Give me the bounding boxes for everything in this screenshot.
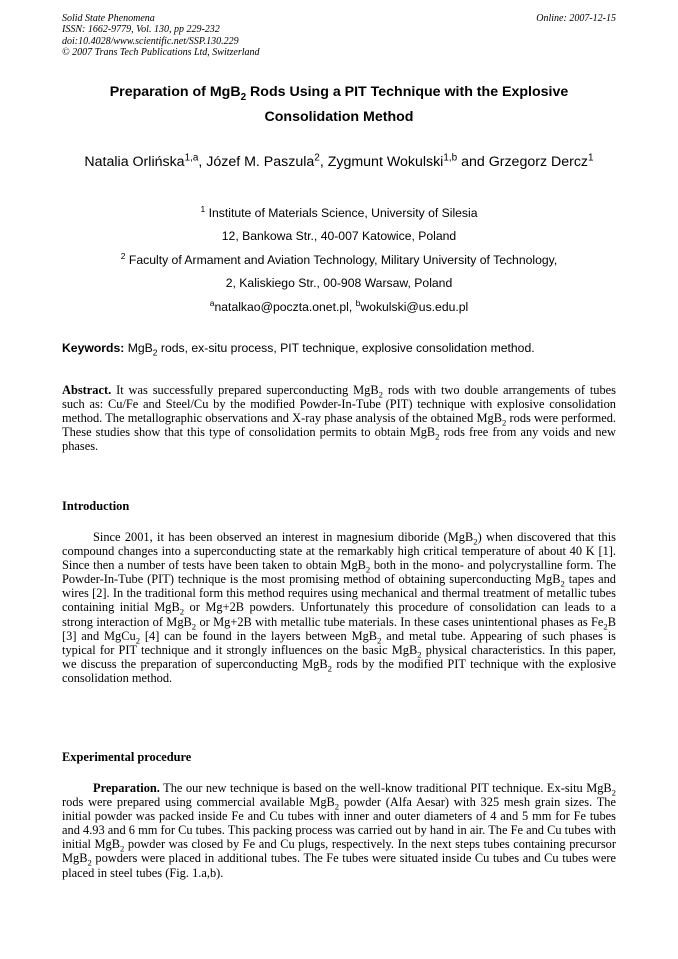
author-name: , Zygmunt Wokulski <box>319 154 444 170</box>
abstract-text: It was successfully prepared superconducting MgB <box>111 383 379 397</box>
affiliation-2-address: 2, Kaliskiego Str., 00-908 Warsaw, Poland <box>225 276 453 291</box>
subscript: 2 <box>603 621 608 632</box>
subscript: 2 <box>119 843 125 854</box>
paragraph-text: ) when discovered that this compound changes into a superconducting state at the remarkably high critical temperature of about 40 K [1]. Since then a number of tests have been taken to obtain MgB <box>62 530 616 573</box>
paragraph-text: physical characteristics. In this paper, we discuss the preparation of superconducting MgB <box>62 642 616 671</box>
affiliation-1-address: 12, Bankowa Str., 40-007 Katowice, Poland <box>221 229 457 244</box>
journal-name: Solid State Phenomena <box>62 13 155 24</box>
affiliation-2-name <box>62 249 616 272</box>
keywords-label: Keywords: <box>62 341 125 355</box>
email-mark: b <box>355 297 361 308</box>
abstract-text: rods free from any voids and new phases. <box>62 425 616 454</box>
author-name: Natalia Orlińska <box>84 154 185 170</box>
paragraph-text: or Mg+2B with metallic tube materials. In these cases unintentional phases as Fe <box>196 614 604 629</box>
paragraph-text: tapes and wires [2]. In the traditional form this method requires using mechanical and thermal treatment of metallic tubes containing initial MgB <box>62 572 616 615</box>
author-name: and Grzegorz Dercz <box>457 154 589 170</box>
paragraph-text: powders were placed in additional tubes. The Fe tubes were situated inside Cu tubes and Cu tubes were placed in steel tubes (Fig. 1.a,b). <box>62 851 616 880</box>
author-affiliation-mark: 1 <box>588 152 594 164</box>
subscript: 2 <box>473 536 478 547</box>
copyright-line: © 2007 Trans Tech Publications Ltd, Switzerland <box>62 46 260 58</box>
paragraph-text: B [3] and MgCu <box>62 614 616 643</box>
paragraph-text: Since 2001, it has been observed an interest in magnesium diboride (MgB <box>93 530 474 544</box>
experimental-heading: Experimental procedure <box>62 750 192 764</box>
affiliations <box>62 202 616 319</box>
subscript: 2 <box>179 606 185 617</box>
affiliation-1-name <box>62 202 616 225</box>
subscript: 2 <box>135 635 141 646</box>
title-text-rest: Rods Using a PIT Technique with the Explosive Consolidation Method <box>246 84 569 125</box>
email-line <box>62 296 616 319</box>
subscript: 2 <box>365 564 371 575</box>
subscript: 2 <box>334 801 340 812</box>
keywords <box>62 340 616 356</box>
affiliation-mark: 2 <box>120 250 126 261</box>
abstract <box>62 383 616 453</box>
paragraph-text: rods were prepared using commercial available MgB <box>62 795 335 810</box>
subscript: 2 <box>611 787 616 798</box>
subscript: 2 <box>378 389 383 400</box>
preparation-label: Preparation. <box>93 781 160 795</box>
introduction-heading: Introduction <box>62 499 130 513</box>
subscript: 2 <box>417 649 422 660</box>
introduction-body <box>62 530 616 685</box>
subscript: 2 <box>152 347 158 358</box>
subscript: 2 <box>501 417 507 428</box>
author-affiliation-mark: 1,b <box>443 152 458 164</box>
abstract-label: Abstract. <box>62 383 112 397</box>
keywords-text: MgB <box>124 341 153 355</box>
paper-title <box>62 80 616 130</box>
paragraph-text: [4] can be found in the layers between MgB <box>140 628 378 643</box>
paragraph-text: powder was closed by Fe and Cu plugs, respectively. In the next steps tubes containing precursor MgB <box>62 837 616 866</box>
issn-line: ISSN: 1662-9779, Vol. 130, pp 229-232 <box>62 24 220 36</box>
abstract-text: rods were performed. These studies show that this type of consolidation permits to obtain MgB <box>62 411 617 440</box>
email-mark: a <box>209 297 215 308</box>
subscript: 2 <box>327 663 332 674</box>
paragraph-text: powder (Alfa Aesar) with 325 mesh grain sizes. The initial powder was packed inside Fe and Cu tubes with inner and outer diameters of 4 and 5 mm for Fe tubes and 4.93 and 6 mm for Cu tubes. This packing process was carried out by hand in air. The Fe and Cu tubes with initial MgB <box>62 795 616 852</box>
keywords-text: rods, ex-situ process, PIT technique, explosive consolidation method. <box>157 341 535 355</box>
paragraph-text: and metal tube. Appearing of such phases is typical for PIT technique and it strongly influences on the basic MgB <box>62 628 616 657</box>
email-address: natalkao@poczta.onet.pl, <box>214 299 356 314</box>
paragraph-text: both in the mono- and polycrystalline form. The Powder-In-Tube (PIT) technique is the most promising method of obtaining superconducting MgB <box>62 558 616 587</box>
subscript: 2 <box>87 857 92 868</box>
affiliation-text: Faculty of Armament and Aviation Technology, Military University of Technology, <box>125 252 558 267</box>
subscript: 2 <box>191 621 197 632</box>
online-date: Online: 2007-12-15 <box>536 13 616 24</box>
author-list <box>62 150 616 175</box>
page-header <box>62 13 616 58</box>
title-subscript: 2 <box>240 91 247 103</box>
subscript: 2 <box>377 635 382 646</box>
paragraph-text: or Mg+2B powders. Unfortunately this procedure of consolidation can leads to a strong interaction of MgB <box>62 600 616 629</box>
title-text: Preparation of MgB <box>109 84 241 100</box>
author-name: , Józef M. Paszula <box>198 154 315 170</box>
email-address: wokulski@us.edu.pl <box>360 299 469 314</box>
affiliation-text: Institute of Materials Science, University of Silesia <box>205 206 478 220</box>
subscript: 2 <box>435 431 440 442</box>
subscript: 2 <box>560 578 565 589</box>
author-affiliation-mark: 1,a <box>184 152 199 164</box>
paragraph-text: The our new technique is based on the well-know traditional PIT technique. Ex-situ MgB <box>159 781 612 795</box>
affiliation-mark: 1 <box>200 203 206 214</box>
experimental-body <box>62 781 616 880</box>
paragraph-text: rods by the modified PIT technique with the explosive consolidation method. <box>62 656 616 685</box>
abstract-text: rods with two double arrangements of tubes such as: Cu/Fe and Steel/Cu by the modified Powder-In-Tube (PIT) technique with explosive consolidation method. The metallographic observations and X-ray phase analysis of the obtained MgB <box>62 383 616 426</box>
author-affiliation-mark: 2 <box>314 152 320 164</box>
doi-line: doi:10.4028/www.scientific.net/SSP.130.229 <box>62 35 239 47</box>
